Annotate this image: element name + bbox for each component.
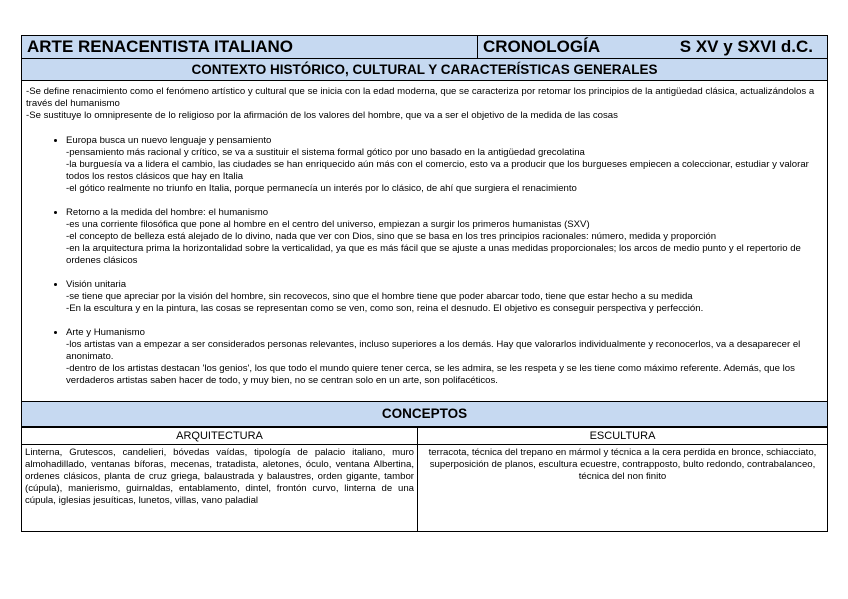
bullet-item [66, 279, 823, 315]
chronology-cell [478, 36, 827, 58]
title-row [22, 36, 827, 59]
chronology-label: CRONOLOGÍA [483, 37, 601, 56]
bullet-line: -el concepto de belleza está alejado de lo divino, nada que ver con Dios, sino que se basa en los tres principios racionales: número, medida y proporción [66, 231, 717, 242]
architecture-column [22, 428, 418, 531]
bullet-line: -es una corriente filosófica que pone al hombre en el centro del universo, empiezan a surgir los primeros humanistas (SXV) [66, 219, 590, 230]
bullet-line: -dentro de los artistas destacan 'los genios', los que todo el mundo quiere tener cerca, se les admira, se les respeta y se les tiene como máximo referente. Además, que los verdaderos artistas saben hacer de todo, y muy bien, no se centran solo en un arte, son polifacéticos. [66, 363, 795, 386]
context-body [22, 81, 827, 402]
bullet-line: -el gótico realmente no triunfo en Italia, porque permanecía un interés por lo clásico, de ahí que surgiera el renacimiento [66, 183, 577, 194]
concepts-columns [22, 427, 827, 531]
bullet-line: -se tiene que apreciar por la visión del hombre, sin recovecos, sino que el hombre tiene que poder abarcar todo, tiene que estar hecho a su medida [66, 291, 693, 302]
intro-line: -Se define renacimiento como el fenómeno artístico y cultural que se inicia con la edad moderna, que se caracteriza por retomar los principios de la antigüedad clásica, actualizándolos a través del humanismo [26, 86, 815, 109]
context-heading: CONTEXTO HISTÓRICO, CULTURAL Y CARACTERÍSTICAS GENERALES [22, 59, 827, 81]
bullet-title: • Visión unitaria [66, 279, 127, 290]
bullet-item [66, 135, 823, 195]
bullet-title: • Arte y Humanismo [66, 327, 145, 338]
bullet-line: -en la arquitectura prima la horizontalidad sobre la verticalidad, ya que es más fácil que se ajuste a unas medidas proporcionales; los arcos de medio punto y el repertorio de ordenes clásicos [66, 243, 801, 266]
architecture-concepts: Linterna, Grutescos, candelieri, bóvedas vaídas, tipología de palacio italiano, muro almohadillado, ventanas bíforas, mecenas, tratadista, aletones, óculo, ventana Albertina, ordenes clásicos, planta de cruz griega, balaustrada y balaustres, orden gigante, tambor (cúpula), manierismo, guirnaldas, entablamento, dintel, frontón curvo, linterna de una cúpula, iglesias jesuíticas, lunetos, villas, vano paladial [25, 447, 414, 506]
bullet-line: -los artistas van a empezar a ser considerados personas relevantes, incluso superiores a los demás. Hay que valorarlos individualmente y reconocerlos, va a desaparecer el anonimato. [66, 339, 801, 362]
period-label: S XV y SXVI d.C. [679, 37, 813, 56]
bullet-title: • Retorno a la medida del hombre: el humanismo [66, 207, 269, 218]
bullet-title: • Europa busca un nuevo lenguaje y pensamiento [66, 135, 272, 146]
concepts-heading: CONCEPTOS [22, 402, 827, 427]
context-bullets [26, 135, 823, 387]
sculpture-concepts: terracota, técnica del trepano en mármol y técnica a la cera perdida en bronce, schiacciato, superposición de planos, escultura ecuestre, contrapposto, bulto redondo, contrabalanceo, técnica del non finito [428, 447, 817, 482]
bullet-line: -pensamiento más racional y crítico, se va a sustituir el sistema formal gótico por uno basado en la antigüedad grecolatina [66, 147, 585, 158]
page-title: ARTE RENACENTISTA ITALIANO [22, 36, 478, 58]
bullet-line: -En la escultura y en la pintura, las cosas se representan como se ven, como son, reina el desnudo. El objetivo es conseguir perspectiva y perfección. [66, 303, 704, 314]
intro-line: -Se sustituye lo omnipresente de lo religioso por la afirmación de los valores del hombre, que va a ser el objetivo de la medida de las cosas [26, 110, 618, 121]
bullet-line: -la burguesía va a lidera el cambio, las ciudades se han enriquecido aún más con el comercio, esto va a producir que los burgueses empiecen a coleccionar, estudiar y valorar todos los restos clásicos que hay en Italia [66, 159, 809, 182]
sculpture-column [418, 428, 827, 531]
bullet-item [66, 327, 823, 387]
sculpture-heading: ESCULTURA [418, 428, 827, 445]
architecture-heading: ARQUITECTURA [22, 428, 417, 445]
document-sheet [21, 35, 828, 532]
bullet-item [66, 207, 823, 267]
